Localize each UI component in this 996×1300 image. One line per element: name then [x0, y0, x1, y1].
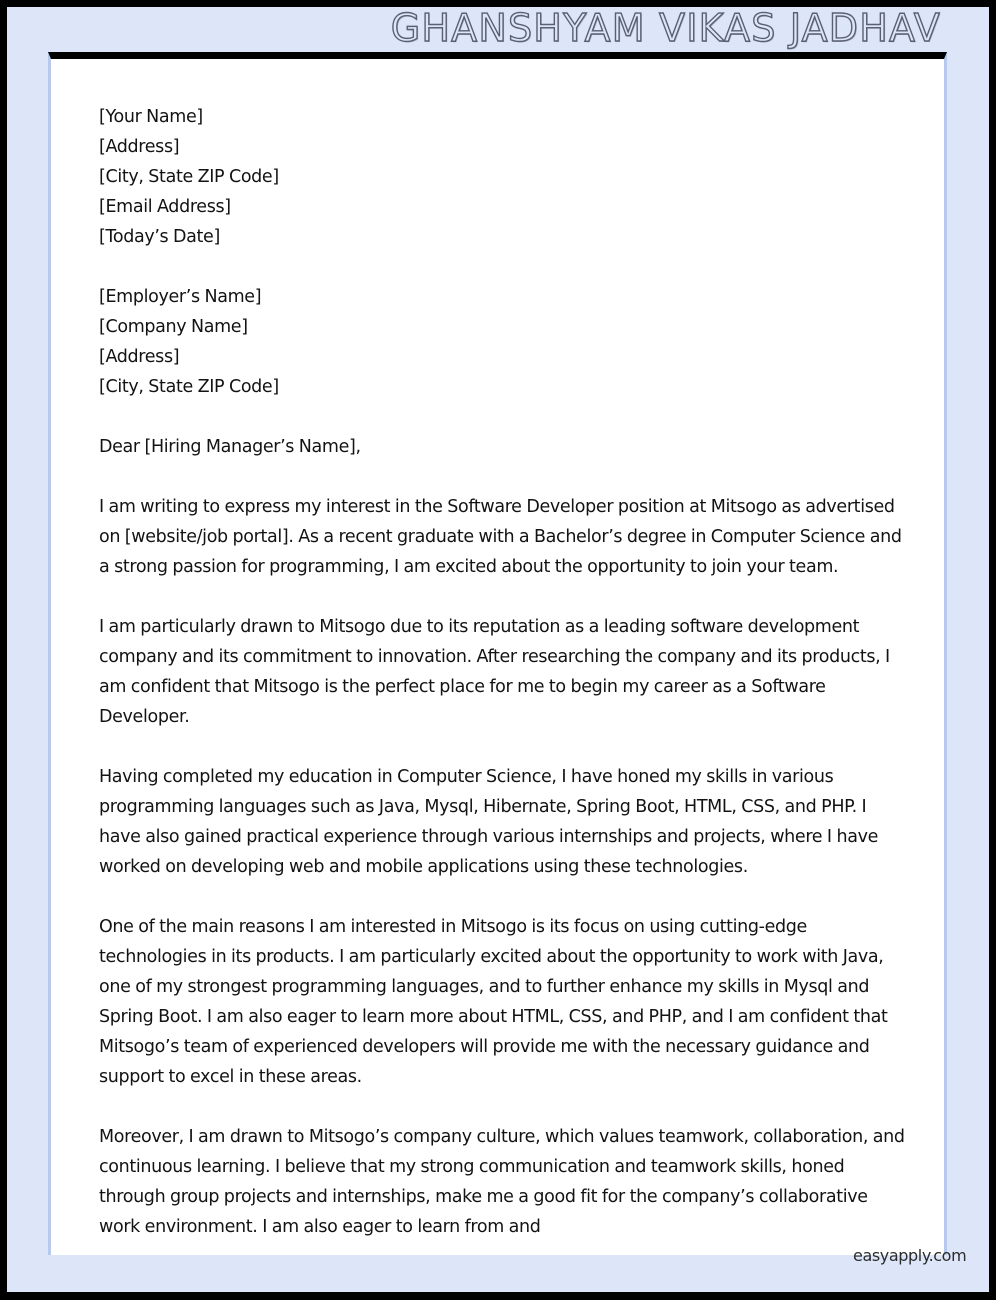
sender-date: [Today’s Date] [99, 227, 220, 247]
sender-city-state-zip: [City, State ZIP Code] [99, 167, 279, 187]
recipient-city-state-zip: [City, State ZIP Code] [99, 377, 279, 397]
letter-paragraph: Moreover, I am drawn to Mitsogo’s company culture, which values teamwork, collaboration, and continuous learning. I believe that my strong communication and teamwork skills, honed through group projects and internships, make me a good fit for the company’s collaborative work environment. I am also eager to learn from and [99, 1127, 905, 1237]
letter-paragraph: Having completed my education in Computer Science, I have honed my skills in various programming languages such as Java, Mysql, Hibernate, Spring Boot, HTML, CSS, and PHP. I have also gained practical experience through various internships and projects, where I have worked on developing web and mobile applications using these technologies. [99, 767, 878, 877]
watermark: easyapply.com [853, 1246, 967, 1265]
sender-email: [Email Address] [99, 197, 231, 217]
letter-paragraph: One of the main reasons I am interested in Mitsogo is its focus on using cutting-edge technologies in its products. I am particularly excited about the opportunity to work with Java, one of my strongest programming languages, and to further enhance my skills in Mysql and Spring Boot. I am also eager to learn more about HTML, CSS, and PHP, and I am confident that Mitsogo’s team of experienced developers will provide me with the necessary guidance and support to excel in these areas. [99, 917, 888, 1087]
sender-address: [Address] [99, 137, 180, 157]
recipient-block [99, 282, 911, 402]
recipient-employer: [Employer’s Name] [99, 287, 262, 307]
salutation: Dear [Hiring Manager’s Name], [99, 437, 361, 457]
sender-name: [Your Name] [99, 107, 203, 127]
recipient-address: [Address] [99, 347, 180, 367]
cover-letter-body [99, 102, 911, 1242]
letter-paragraph: I am writing to express my interest in the Software Developer position at Mitsogo as advertised on [website/job portal]. As a recent graduate with a Bachelor’s degree in Computer Science and a strong passion for programming, I am excited about the opportunity to join your team. [99, 497, 902, 577]
page-title: GHANSHYAM VIKAS JADHAV [390, 7, 941, 50]
sender-block [99, 102, 911, 252]
header-band [7, 7, 989, 52]
document-canvas [7, 7, 989, 1292]
recipient-company: [Company Name] [99, 317, 248, 337]
letter-paragraph: I am particularly drawn to Mitsogo due to its reputation as a leading software development company and its commitment to innovation. After researching the company and its products, I am confident that Mitsogo is the perfect place for me to begin my career as a Software Developer. [99, 617, 890, 727]
